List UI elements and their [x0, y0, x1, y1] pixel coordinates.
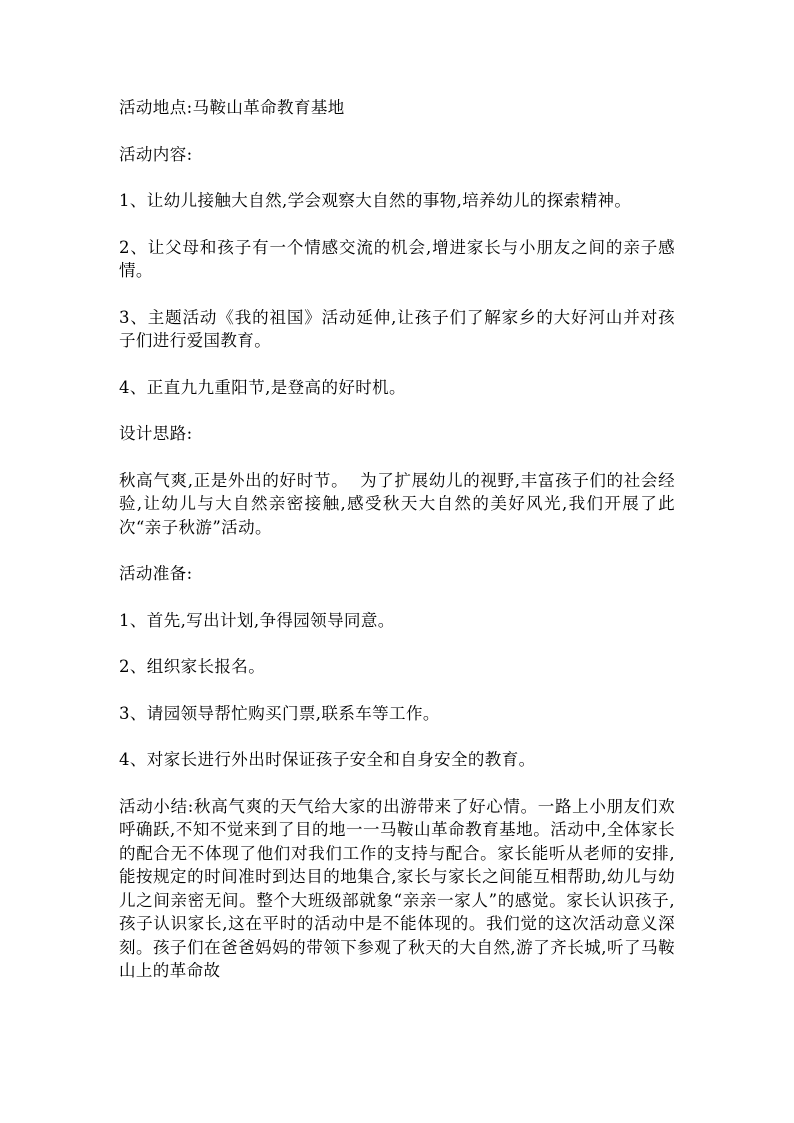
content-item-2: 2、让父母和孩子有一个情感交流的机会,增进家长与小朋友之间的亲子感情。: [119, 237, 675, 280]
activity-summary: 活动小结:秋高气爽的天气给大家的出游带来了好心情。一路上小朋友们欢呼确跃,不知不觉来到了目的地一一马鞍山革命教育基地。活动中,全体家长的配合无不体现了他们对我们工作的支持与配合。家长能听从老师的安排,能按规定的时间准时到达目的地集合,家长与家长之间能互相帮助,幼儿与幼儿之间亲密无间。整个大班级部就象“亲亲一家人”的感觉。家长认识孩子,孩子认识家长,这在平时的活动中是不能体现的。我们觉的这次活动意义深刻。孩子们在爸爸妈妈的带领下参观了秋天的大自然,游了齐长城,听了马鞍山上的革命故: [119, 796, 675, 980]
design-idea-heading: 设计思路:: [119, 424, 193, 443]
activity-content-heading: 活动内容:: [119, 144, 193, 164]
design-idea-text: 秋高气爽,正是外出的好时节。 为了扩展幼儿的视野,丰富孩子们的社会经验,让幼儿与大自然亲密接触,感受秋天大自然的美好风光,我们开展了此次“亲子秋游”活动。: [119, 470, 675, 537]
content-item-3: 3、主题活动《我的祖国》活动延伸,让孩子们了解家乡的大好河山并对孩子们进行爱国教育。: [119, 307, 675, 350]
preparation-item-2: 2、组织家长报名。: [119, 657, 266, 676]
content-item-4: 4、正直九九重阳节,是登高的好时机。: [119, 377, 406, 397]
preparation-item-4: 4、对家长进行外出时保证孩子安全和自身安全的教育。: [119, 750, 536, 769]
preparation-heading: 活动准备:: [119, 564, 193, 583]
preparation-item-1: 1、首先,写出计划,争得园领导同意。: [119, 610, 395, 630]
preparation-item-3: 3、请园领导帮忙购买门票,联系车等工作。: [119, 703, 440, 723]
activity-location: 活动地点:马鞍山革命教育基地: [119, 98, 345, 117]
content-item-1: 1、让幼儿接触大自然,学会观察大自然的事物,培养幼儿的探索精神。: [119, 191, 632, 210]
document-page: [119, 96, 675, 983]
